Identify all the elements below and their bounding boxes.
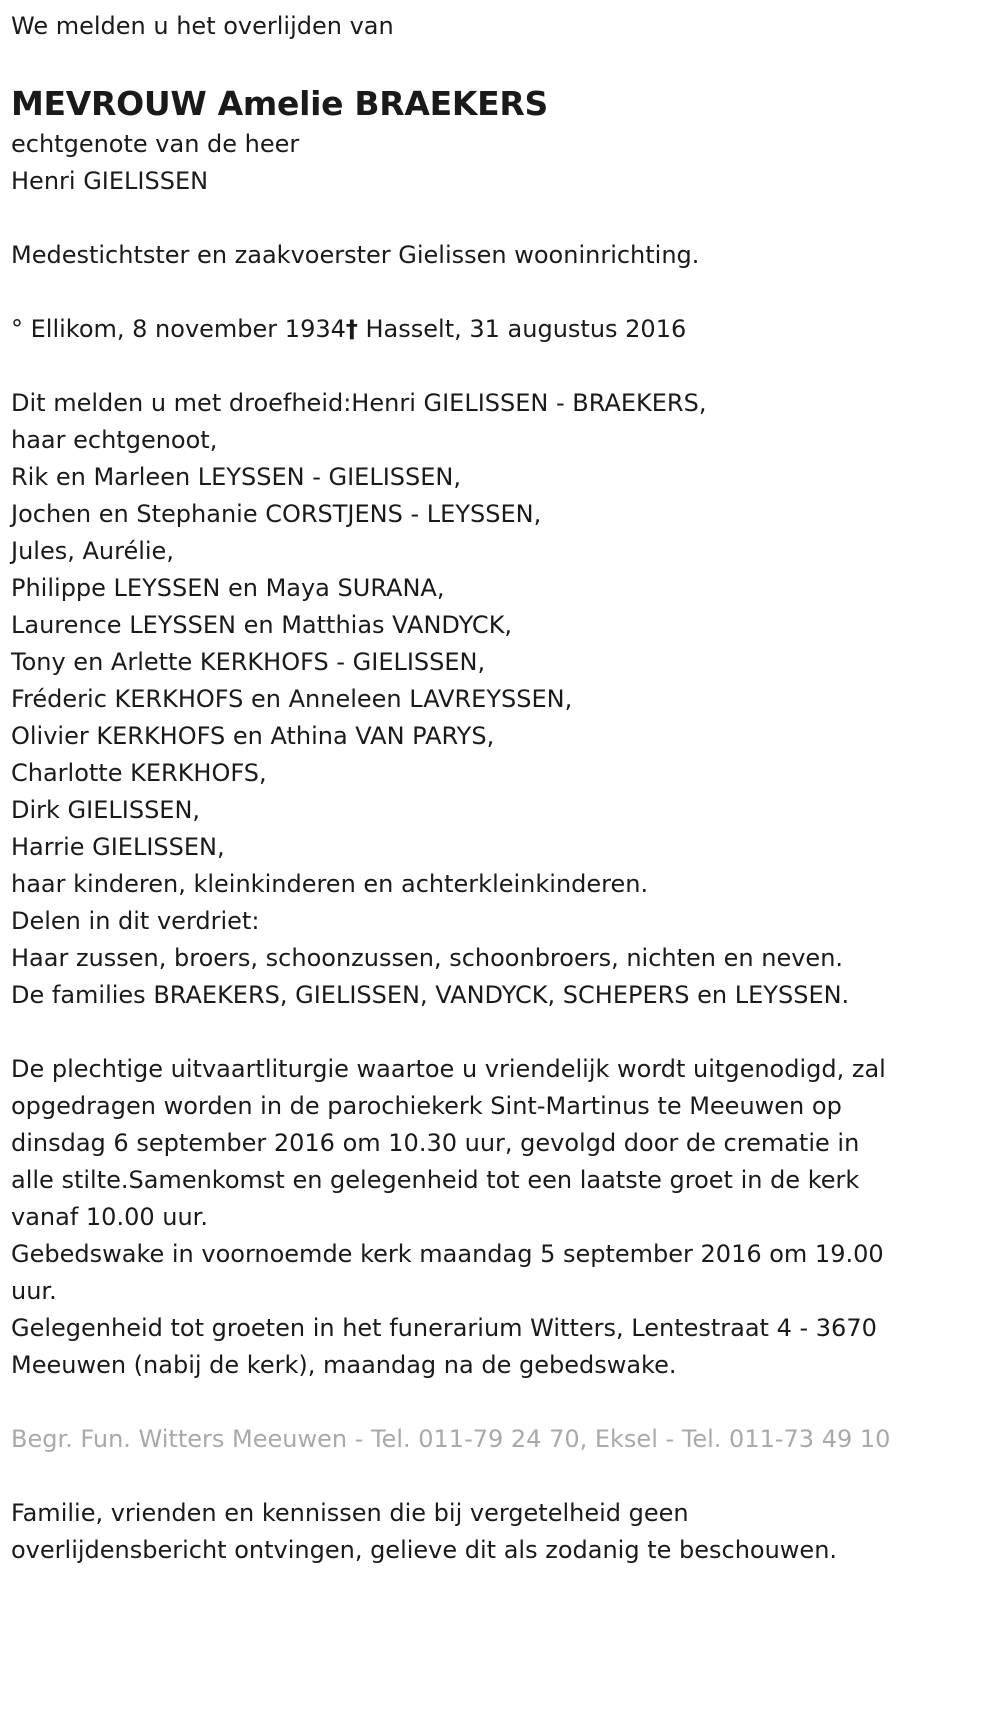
family-line: Rik en Marleen LEYSSEN - GIELISSEN, bbox=[11, 463, 461, 491]
death-date: Hasselt, 31 augustus 2016 bbox=[357, 315, 687, 343]
birth-date: ° Ellikom, 8 november 1934 bbox=[11, 315, 346, 343]
family-line: Jules, Aurélie, bbox=[11, 537, 174, 565]
spacer bbox=[11, 1458, 990, 1495]
ceremony-line: Gebedswake in voornoemde kerk maandag 5 september 2016 om 19.00 bbox=[11, 1240, 884, 1268]
ceremony-line: vanaf 10.00 uur. bbox=[11, 1203, 208, 1231]
spacer bbox=[11, 348, 990, 385]
family-line: Charlotte KERKHOFS, bbox=[11, 759, 267, 787]
spouse-line-2: Henri GIELISSEN bbox=[11, 167, 209, 195]
family-line: Dirk GIELISSEN, bbox=[11, 796, 201, 824]
spacer bbox=[11, 200, 990, 237]
family-line: Haar zussen, broers, schoonzussen, schoonbroers, nichten en neven. bbox=[11, 944, 844, 972]
family-line: Olivier KERKHOFS en Athina VAN PARYS, bbox=[11, 722, 495, 750]
spacer bbox=[11, 1014, 990, 1051]
spacer bbox=[11, 1384, 990, 1421]
deceased-name: MEVROUW Amelie BRAEKERS bbox=[11, 84, 548, 123]
family-line: Tony en Arlette KERKHOFS - GIELISSEN, bbox=[11, 648, 486, 676]
family-line: Laurence LEYSSEN en Matthias VANDYCK, bbox=[11, 611, 513, 639]
family-line: De families BRAEKERS, GIELISSEN, VANDYCK, SCHEPERS en LEYSSEN. bbox=[11, 981, 850, 1009]
ceremony-line: Meeuwen (nabij de kerk), maandag na de gebedswake. bbox=[11, 1351, 677, 1379]
ceremony-line: Gelegenheid tot groeten in het funerarium Witters, Lentestraat 4 - 3670 bbox=[11, 1314, 877, 1342]
family-line: haar echtgenoot, bbox=[11, 426, 218, 454]
ceremony-line: alle stilte.Samenkomst en gelegenheid tot een laatste groet in de kerk bbox=[11, 1166, 860, 1194]
family-line: Fréderic KERKHOFS en Anneleen LAVREYSSEN, bbox=[11, 685, 573, 713]
family-line: Philippe LEYSSEN en Maya SURANA, bbox=[11, 574, 445, 602]
family-line: Delen in dit verdriet: bbox=[11, 907, 260, 935]
closing-note bbox=[11, 1495, 990, 1569]
family-line: Dit melden u met droefheid:Henri GIELISSEN - BRAEKERS, bbox=[11, 389, 707, 417]
spouse-line-1: echtgenote van de heer bbox=[11, 130, 300, 158]
family-list bbox=[11, 385, 990, 1014]
family-line: Harrie GIELISSEN, bbox=[11, 833, 225, 861]
family-line: haar kinderen, kleinkinderen en achterkleinkinderen. bbox=[11, 870, 649, 898]
intro-text: We melden u het overlijden van bbox=[11, 12, 394, 40]
cross-icon: † bbox=[345, 315, 358, 343]
ceremony-line: uur. bbox=[11, 1277, 57, 1305]
family-line: Jochen en Stephanie CORSTJENS - LEYSSEN, bbox=[11, 500, 542, 528]
closing-line: Familie, vrienden en kennissen die bij vergetelheid geen bbox=[11, 1499, 689, 1527]
description-text: Medestichtster en zaakvoerster Gielissen wooninrichting. bbox=[11, 241, 700, 269]
closing-line: overlijdensbericht ontvingen, gelieve dit als zodanig te beschouwen. bbox=[11, 1536, 838, 1564]
funeral-home-contact: Begr. Fun. Witters Meeuwen - Tel. 011-79 24 70, Eksel - Tel. 011-73 49 10 bbox=[11, 1425, 891, 1453]
ceremony-line: opgedragen worden in de parochiekerk Sint-Martinus te Meeuwen op bbox=[11, 1092, 842, 1120]
ceremony-details bbox=[11, 1051, 990, 1384]
ceremony-line: dinsdag 6 september 2016 om 10.30 uur, gevolgd door de crematie in bbox=[11, 1129, 860, 1157]
ceremony-line: De plechtige uitvaartliturgie waartoe u vriendelijk wordt uitgenodigd, zal bbox=[11, 1055, 886, 1083]
dates-line bbox=[11, 311, 990, 348]
spacer bbox=[11, 274, 990, 311]
